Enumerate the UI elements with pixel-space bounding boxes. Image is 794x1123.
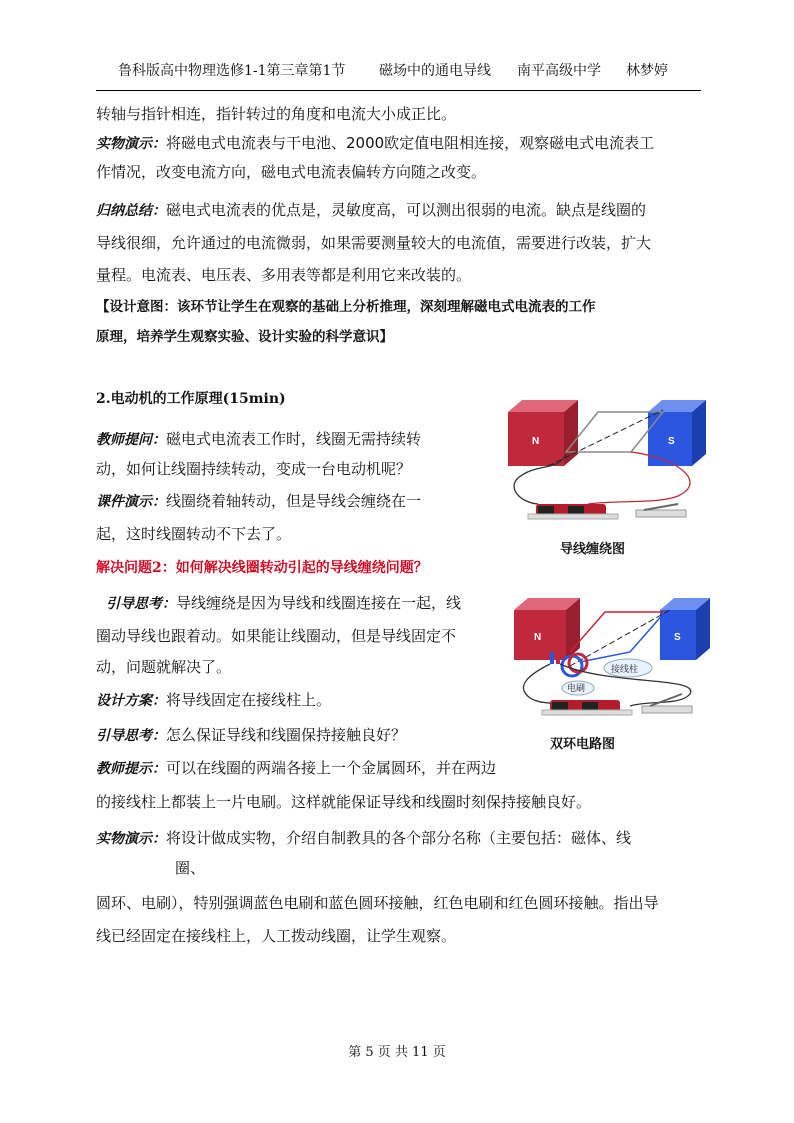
courseware-line xyxy=(96,491,421,512)
hint-line-2: 的接线柱上都装上一片电刷。这样就能保证导线和线圈时刻保持接触良好。 xyxy=(96,793,592,811)
demo2-line xyxy=(96,828,631,849)
guide2-label: 引导思考： xyxy=(96,728,166,744)
plan-line xyxy=(96,690,331,711)
demo1-text: 将磁电式电流表与干电池、2000欧定值电阻相连接，观察磁电式电流表工 xyxy=(166,134,655,152)
header-course: 鲁科版高中物理选修1-1第三章第1节 xyxy=(118,63,346,79)
terminal-label: 接线柱 xyxy=(611,665,639,675)
demo2-line-4: 线已经固定在接线柱上，人工拨动线圈，让学生观察。 xyxy=(96,927,457,945)
courseware-line-2: 起，这时线圈转动不下去了。 xyxy=(96,525,292,543)
n-pole-label: N xyxy=(532,436,540,447)
demo2-line-3: 圆环、电刷），特别强调蓝色电刷和蓝色圆环接触，红色电刷和红色圆环接触。指出导 xyxy=(96,894,659,912)
summary-label: 归纳总结： xyxy=(96,203,166,219)
wire-black xyxy=(523,664,554,704)
figure2-caption: 双环电路图 xyxy=(550,737,616,752)
guide1-text: 导线缠绕是因为导线和线圈连接在一起，线 xyxy=(176,594,462,612)
courseware-text: 线圈绕着轴转动，但是导线会缠绕在一 xyxy=(166,492,422,510)
summary-line-2: 导线很细，允许通过的电流微弱，如果需要测量较大的电流值，需要进行改装，扩大 xyxy=(96,234,652,252)
intent-line-2: 原理，培养学生观察实验、设计实验的科学意识】 xyxy=(96,329,393,345)
coil-red xyxy=(570,612,665,652)
blue-brush xyxy=(550,652,554,664)
plan-text: 将导线固定在接线柱上。 xyxy=(166,691,332,709)
header-topic: 磁场中的通电导线 xyxy=(379,63,491,79)
section-heading: 2.电动机的工作原理(15min) xyxy=(96,391,286,407)
header-author: 林梦婷 xyxy=(626,63,668,79)
summary-text: 磁电式电流表的优点是，灵敏度高，可以测出很弱的电流。缺点是线圈的 xyxy=(166,201,647,219)
demo2-label: 实物演示： xyxy=(96,831,166,847)
brush-label: 电刷 xyxy=(567,684,586,694)
paragraph-line: 转轴与指针相连，指针转过的角度和电流大小成正比。 xyxy=(96,105,457,123)
demo1-line xyxy=(96,133,654,154)
demo2-text: 将设计做成实物，介绍自制教具的各个部分名称（主要包括：磁体、线 xyxy=(166,829,632,847)
intent-line: 【设计意图：该环节让学生在观察的基础上分析推理，深刻理解磁电式电流表的工作 xyxy=(96,299,596,315)
switch xyxy=(636,510,686,517)
dual-ring-figure xyxy=(510,590,710,728)
question-text: 磁电式电流表工作时，线圈无需持续转 xyxy=(166,430,422,448)
guide1-label: 引导思考： xyxy=(106,596,176,612)
figure1-caption: 导线缠绕图 xyxy=(560,542,626,557)
question-line-2: 动，如何让线圈持续转动，变成一台电动机呢？ xyxy=(96,460,412,478)
summary-line-3: 量程。电流表、电压表、多用表等都是利用它来改装的。 xyxy=(96,266,472,284)
courseware-label: 课件演示： xyxy=(96,494,166,510)
question-label: 教师提问： xyxy=(96,432,166,448)
page-number: 第 5 页 共 11 页 xyxy=(348,1045,446,1060)
demo1-label: 实物演示： xyxy=(96,136,166,152)
summary-line xyxy=(96,200,646,221)
s-pole-label: S xyxy=(674,632,681,643)
red-brush xyxy=(556,652,560,664)
hint-text: 可以在线圈的两端各接上一个金属圆环，并在两边 xyxy=(166,759,497,777)
guide2-line xyxy=(96,725,406,746)
switch xyxy=(642,706,692,713)
hint-label: 教师提示： xyxy=(96,761,166,777)
hint-line xyxy=(96,758,496,779)
guide2-text: 怎么保证导线和线圈保持接触良好？ xyxy=(166,726,407,744)
guide1-line-3: 动，问题就解决了。 xyxy=(96,658,232,676)
demo2-line-2: 圈、 xyxy=(175,859,206,877)
demo1-line-2: 作情况，改变电流方向，磁电式电流表偏转方向随之改变。 xyxy=(96,163,487,181)
n-pole-label: N xyxy=(534,632,542,643)
plan-label: 设计方案： xyxy=(96,693,166,709)
header-school: 南平高级中学 xyxy=(517,63,601,79)
page-header xyxy=(96,56,701,91)
wire-tangle-figure xyxy=(498,392,710,530)
guide1-line xyxy=(106,593,461,614)
s-pole-label: S xyxy=(668,436,675,447)
question-line xyxy=(96,429,421,450)
problem-heading: 解决问题2：如何解决线圈转动引起的导线缠绕问题？ xyxy=(96,560,428,576)
guide1-line-2: 圈动导线也跟着动。如果能让线圈动，但是导线固定不 xyxy=(96,627,457,645)
